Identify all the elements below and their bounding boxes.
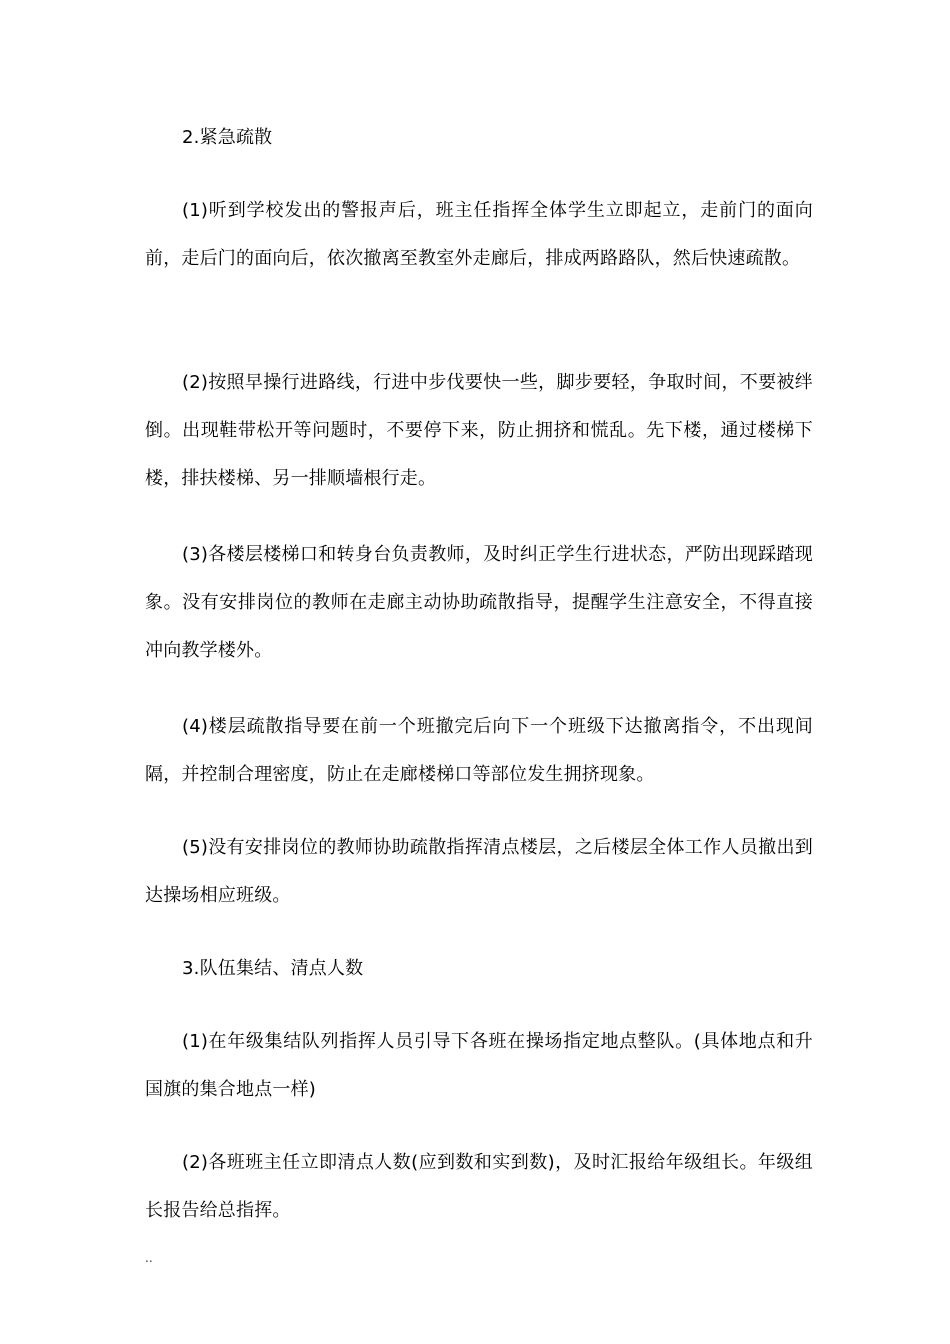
- paragraph-evacuation-step-1: (1)听到学校发出的警报声后，班主任指挥全体学生立即起立，走前门的面向前，走后门的面向后，依次撤离至教室外走廊后，排成两路路队，然后快速疏散。: [145, 200, 813, 269]
- paragraph-assembly-step-2: (2)各班班主任立即清点人数(应到数和实到数)，及时汇报给年级组长。年级组长报告给总指挥。: [145, 1152, 813, 1221]
- section-heading-assembly-headcount: 3.队伍集结、清点人数: [182, 958, 364, 979]
- section-heading-emergency-evacuation: 2.紧急疏散: [182, 127, 273, 148]
- paragraph-evacuation-step-5: (5)没有安排岗位的教师协助疏散指挥清点楼层，之后楼层全体工作人员撤出到达操场相应班级。: [145, 837, 813, 906]
- paragraph-assembly-step-1: (1)在年级集结队列指挥人员引导下各班在操场指定地点整队。(具体地点和升国旗的集合地点一样): [145, 1031, 813, 1100]
- paragraph-evacuation-step-4: (4)楼层疏散指导要在前一个班撤完后向下一个班级下达撤离指令，不出现间隔，并控制合理密度，防止在走廊楼梯口等部位发生拥挤现象。: [145, 716, 813, 785]
- paragraph-evacuation-step-2: (2)按照早操行进路线，行进中步伐要快一些，脚步要轻，争取时间，不要被绊倒。出现鞋带松开等问题时，不要停下来，防止拥挤和慌乱。先下楼，通过楼梯下楼，排扶楼梯、另一排顺墙根行走。: [145, 372, 813, 489]
- paragraph-evacuation-step-3: (3)各楼层楼梯口和转身台负责教师，及时纠正学生行进状态，严防出现踩踏现象。没有安排岗位的教师在走廊主动协助疏散指导，提醒学生注意安全，不得直接冲向教学楼外。: [145, 544, 813, 661]
- page-footer-mark: ..: [145, 1251, 153, 1265]
